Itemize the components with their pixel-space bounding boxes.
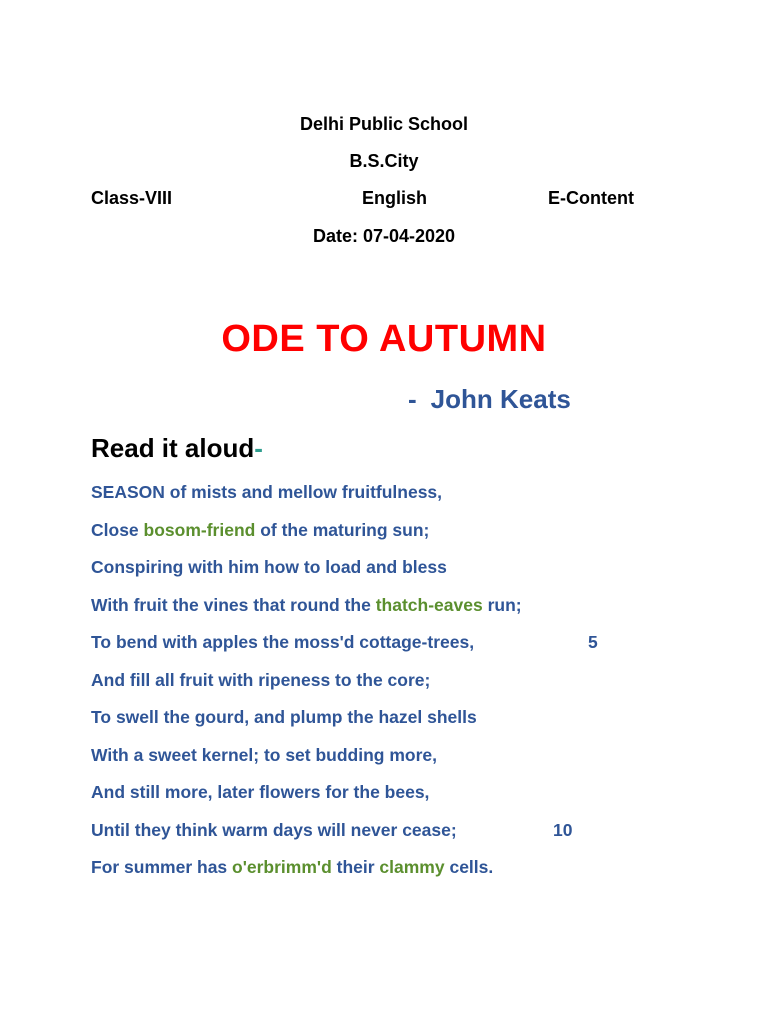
poem-line	[91, 782, 429, 803]
line-text: With fruit the vines that round the	[91, 594, 376, 615]
line-text: For summer has	[91, 857, 233, 877]
poem-line	[91, 557, 447, 578]
poem-line	[91, 670, 430, 691]
subject-label: English	[362, 188, 428, 208]
line-text: And fill all fruit with ripeness to the core;	[91, 669, 431, 690]
line-text: Conspiring with him how to load and bless	[91, 557, 447, 577]
poem-line	[91, 707, 477, 728]
line-text: of the maturing sun;	[255, 519, 430, 540]
line-text: And still more, later flowers for the bees,	[91, 782, 430, 802]
line-number: 5	[588, 632, 598, 652]
highlighted-word: clammy	[379, 857, 445, 877]
date-label: Date: 07-04-2020	[312, 226, 456, 246]
line-text: run;	[482, 594, 522, 615]
highlighted-word: thatch-eaves	[375, 594, 483, 615]
read-instruction-dash: -	[254, 433, 263, 463]
line-text: With a sweet kernel; to set budding more,	[91, 744, 438, 765]
content-type-label: E-Content	[548, 188, 634, 208]
poem-line	[91, 857, 493, 878]
poem-line	[91, 745, 437, 766]
highlighted-word: o'erbrimm'd	[232, 857, 332, 877]
poem-author	[408, 384, 571, 415]
poem-line	[91, 520, 429, 541]
line-text: To swell the gourd, and plump the hazel shells	[91, 707, 477, 727]
author-dash: -	[408, 384, 417, 414]
author-name: John Keats	[430, 384, 571, 414]
poem-line	[91, 632, 474, 653]
line-text: Until they think warm days will never cease;	[91, 819, 457, 840]
line-number: 10	[553, 819, 573, 840]
poem-title: ODE TO AUTUMN	[221, 318, 547, 360]
line-text: cells.	[444, 857, 494, 877]
class-label: Class-VIII	[91, 188, 173, 208]
school-city: B.S.City	[349, 151, 419, 171]
poem-line	[91, 820, 457, 841]
school-name: Delhi Public School	[299, 114, 469, 134]
line-text: To bend with apples the moss'd cottage-trees,	[91, 632, 475, 652]
read-instruction	[91, 433, 263, 464]
poem-line	[91, 595, 522, 616]
line-text: Close	[91, 519, 144, 540]
line-text: SEASON of mists and mellow fruitfulness,	[91, 482, 443, 502]
line-text: their	[331, 857, 380, 877]
highlighted-word: bosom-friend	[143, 519, 256, 540]
poem-line	[91, 482, 442, 503]
read-instruction-text: Read it aloud	[91, 433, 255, 463]
